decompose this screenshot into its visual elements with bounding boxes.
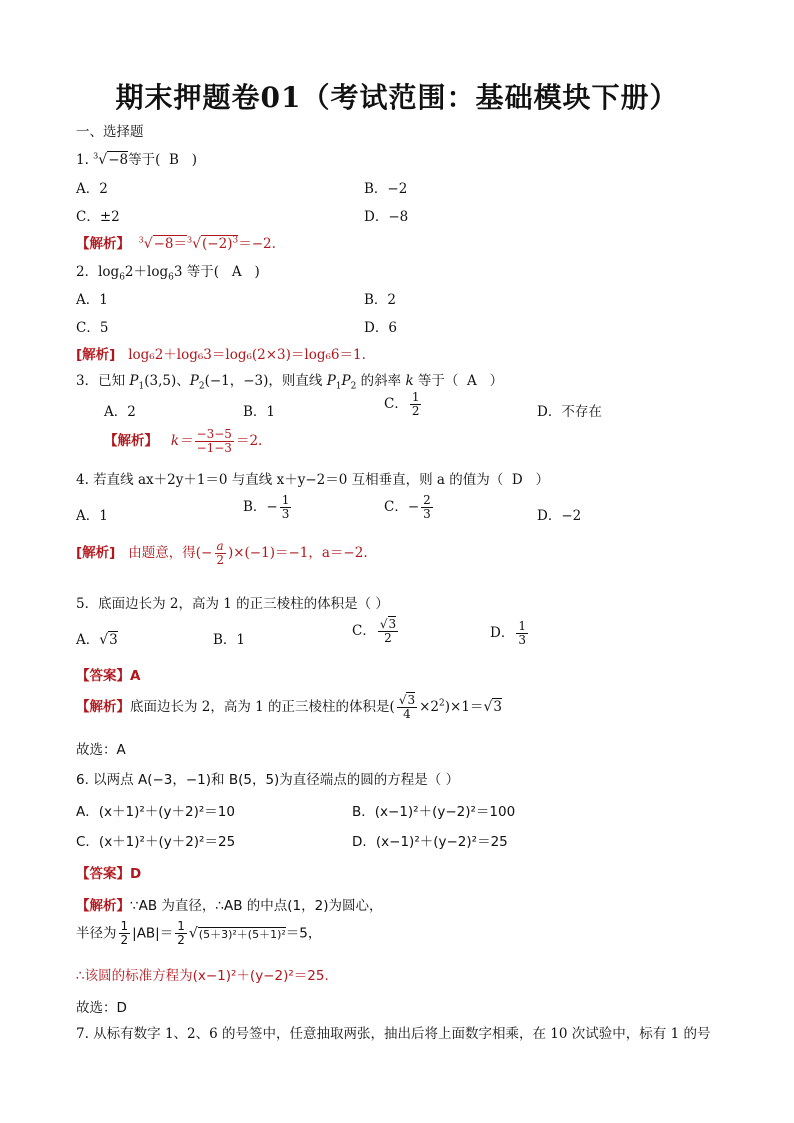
q1-analysis-part-2: 3	[232, 235, 239, 246]
q5-analysis-pre: 底面边长为 2，高为 1 的正三棱柱的体积是(	[130, 699, 395, 715]
q4-optc-den: 3	[423, 507, 431, 521]
q6-option-a: A．(x＋1)²＋(y＋2)²＝10	[76, 804, 235, 820]
q3-option-d: D．不存在	[537, 404, 602, 420]
q1-analysis-part-1: (−2)	[202, 236, 233, 252]
q6-half-den: 2	[120, 933, 129, 947]
q2-analysis-label: [解析]	[76, 347, 116, 363]
q2-stem-c: 3 等于(	[173, 264, 219, 280]
q2-stem-b: 2＋log	[124, 264, 169, 280]
q4-optb-den: 3	[281, 507, 290, 521]
q5-choose-text: 故选：A	[76, 742, 126, 758]
q6-analysis-text-1: ∵AB 为直径，∴AB 的中点(1，2)为圆心，	[130, 898, 383, 914]
q3-analysis-label: 【解析】	[104, 433, 158, 449]
q2-analysis	[76, 343, 366, 363]
q1-close: )	[191, 152, 198, 168]
q2-answer: A	[231, 264, 242, 280]
q5-optc-pre: C．	[352, 623, 376, 639]
q3-analysis	[104, 428, 262, 455]
q6-half-num-2: 1	[177, 919, 185, 933]
q3-p2-coord: (−1，−3)，则直线	[204, 373, 327, 389]
q3-line-a: P	[326, 373, 336, 389]
q4-stem: 4. 若直线 ax＋2y＋1＝0 与直线 x＋y−2＝0 互相垂直，则 a 的值为（	[76, 472, 504, 488]
q5-optc-den: 2	[384, 631, 392, 645]
q3-close: ）	[489, 373, 504, 389]
q2-sub2: 6	[168, 272, 174, 283]
q5-analysis-label: 【解析】	[76, 699, 130, 715]
q3-answer: A	[467, 373, 477, 389]
q5-opta-rad: 3	[109, 632, 118, 648]
q1-option-b: B．−2	[364, 181, 408, 197]
q3-lb-sub: 2	[350, 381, 357, 392]
q6-option-b: B．(x−1)²＋(y−2)²＝100	[352, 804, 516, 820]
q1-analysis-part-0: −8＝	[153, 236, 188, 252]
q3-p1: P	[129, 373, 139, 389]
q3-p1-sub: 1	[138, 381, 145, 392]
q3-analysis-k: k＝	[170, 433, 193, 449]
q4-analysis-label: [解析]	[76, 545, 116, 561]
q5-answer-line: 【答案】A	[76, 668, 141, 684]
q5-analysis-sup: 2	[439, 698, 445, 709]
q3-stem-post: 等于（	[413, 373, 459, 389]
q6-option-d: D．(x−1)²＋(y−2)²＝25	[352, 834, 508, 850]
q1-analysis: 【解析】 $^3√-8=^3√(-2)^3=-2$.	[76, 235, 276, 252]
q5-option-d	[490, 620, 530, 647]
q3-optc-num: 1	[411, 390, 420, 404]
q6-analysis-line-1	[76, 894, 382, 914]
q3-la-sub: 1	[335, 381, 342, 392]
question-2-stem	[76, 260, 260, 283]
q4-option-d: D．−2	[537, 508, 582, 524]
q1-option-d: D．−8	[364, 209, 409, 225]
q6-half-num: 1	[120, 919, 129, 933]
q6-analysis-line-2: 半径为 $\frac{1}{2}$ |AB|＝ $\frac{1}{2}$ √(5＋3)²＋(5＋1)²＝5，	[76, 919, 322, 947]
q4-optc-num: 2	[423, 493, 431, 507]
q5-optd-pre: D．	[490, 625, 515, 641]
q3-line-b: P	[341, 373, 351, 389]
q1-stem-text: 等于(	[128, 152, 161, 168]
q3-k: k	[405, 373, 414, 389]
q4-analysis-den: 2	[216, 553, 224, 567]
q6-answer-line: 【答案】D	[76, 866, 142, 882]
q1-option-c: C．±2	[76, 209, 120, 225]
q4-option-a: A．1	[76, 508, 108, 524]
q2-stem-a: 2．log	[76, 264, 120, 280]
q3-p2: P	[189, 373, 199, 389]
question-4-stem	[76, 468, 549, 488]
q5-option-b: B．1	[213, 632, 246, 648]
q4-optc-pre: C．−	[384, 499, 420, 515]
q3-option-a: A．2	[104, 404, 136, 420]
q6-analysis-line-3: ∴该圆的标准方程为(x−1)²＋(y−2)²＝25.	[76, 968, 329, 984]
q3-analysis-tail: ＝2.	[235, 433, 263, 449]
question-6-stem: 6. 以两点 A(−3，−1)和 B(5，5)为直径端点的圆的方程是（ ）	[76, 772, 460, 788]
question-3-stem	[76, 369, 503, 392]
q3-analysis-den: −1−3	[196, 441, 232, 455]
q5-optd-den: 3	[518, 633, 526, 647]
q2-option-a: A．1	[76, 292, 108, 308]
q3-option-c	[384, 391, 423, 418]
q1-radicand: −8	[108, 152, 129, 168]
q1-analysis-label: 【解析】	[76, 236, 130, 252]
q4-answer: D	[511, 472, 523, 488]
q5-analysis-num: 3	[407, 693, 416, 707]
q4-optb-num: 1	[281, 493, 290, 507]
q5-analysis: 【解析】底面边长为 2，高为 1 的正三棱柱的体积是( $\frac{√3}{4}$ $\times 2^2)\times 1=√3$	[76, 693, 502, 721]
q4-close: ）	[535, 472, 550, 488]
question-5-stem: 5．底面边长为 2，高为 1 的正三棱柱的体积是（ ）	[76, 596, 389, 612]
q1-option-a: A．2	[76, 181, 108, 197]
q5-analysis-tail: )×1＝	[444, 699, 484, 715]
q2-close: )	[254, 264, 260, 280]
q1-answer: B	[168, 152, 179, 168]
q2-sub1: 6	[119, 272, 125, 283]
q3-p2-sub: 2	[198, 381, 205, 392]
q3-option-c-label: C．	[384, 396, 408, 412]
q6-analysis-text-2-tail: ＝5，	[285, 925, 322, 942]
q5-choose	[76, 738, 126, 758]
q3-analysis-num: −3−5	[196, 427, 232, 441]
q4-option-c	[384, 494, 435, 521]
q1-number: 1.	[76, 152, 94, 168]
q4-analysis-tail: )×(−1)＝−1，a＝−2.	[227, 545, 368, 561]
q2-option-c: C．5	[76, 320, 109, 336]
q6-half-den-2: 2	[177, 933, 185, 947]
page-title: 期末押题卷01（考试范围：基础模块下册）	[115, 81, 679, 114]
q3-optc-den: 2	[411, 404, 420, 418]
q4-analysis	[76, 540, 368, 567]
q3-stem-mid: 的斜率	[356, 373, 406, 389]
q5-option-a: A．√3	[76, 632, 118, 648]
q5-analysis-rad: 3	[493, 699, 502, 715]
q5-opta-pre: A．	[76, 632, 100, 648]
q2-analysis-text: log₆2＋log₆3＝log₆(2×3)＝log₆6＝1.	[128, 347, 366, 363]
q5-analysis-den: 4	[403, 707, 411, 721]
q6-radius-label: 半径为	[76, 925, 117, 942]
q4-analysis-num: a	[216, 539, 224, 553]
section-heading: 一、选择题	[76, 124, 144, 140]
q3-p1-coord: (3,5)、	[144, 373, 190, 389]
q4-optb-pre: B．−	[243, 499, 278, 515]
q5-optd-num: 1	[518, 619, 526, 633]
q1-analysis-part-3: ＝−2.	[238, 236, 276, 252]
q6-analysis-label: 【解析】	[76, 898, 130, 914]
q6-ab: |AB|＝	[132, 925, 174, 942]
q6-choose: 故选：D	[76, 1000, 127, 1016]
q2-option-d: D．6	[364, 320, 397, 336]
q5-analysis-mid: ×2	[419, 699, 440, 715]
question-1-stem: 1. $^3$√−8等于( B )	[76, 151, 198, 168]
q6-radicand: (5＋3)²＋(5＋1)²	[198, 927, 286, 941]
q3-option-b: B．1	[243, 404, 276, 420]
q4-analysis-pre: 由题意，得(−	[128, 545, 213, 561]
q5-option-c: C． $\frac{√3}{2}$	[352, 617, 397, 645]
q2-option-b: B．2	[364, 292, 397, 308]
q6-option-c: C．(x＋1)²＋(y＋2)²＝25	[76, 834, 236, 850]
q4-option-b	[243, 494, 293, 521]
q5-optc-num: 3	[388, 617, 397, 631]
question-7-stem: 7. 从标有数字 1、2、6 的号签中，任意抽取两张，抽出后将上面数字相乘，在 10 次试验中，标有 1 的号	[76, 1026, 711, 1042]
q3-stem-pre: 3．已知	[76, 373, 130, 389]
